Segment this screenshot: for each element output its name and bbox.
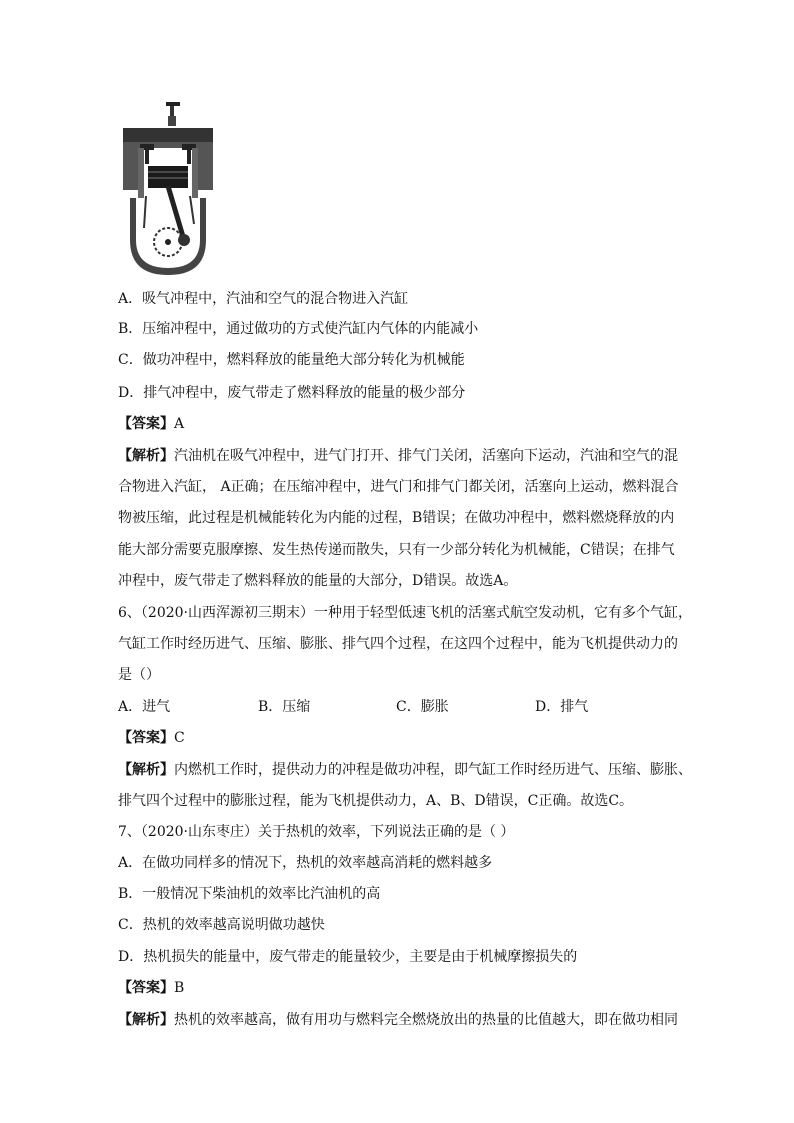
q6-option-d: D．排气 bbox=[535, 699, 589, 715]
q5-analysis-line-2: 合物进入汽缸， A正确；在压缩冲程中，进气门和排气门都关闭，活塞向上运动，燃料混合 bbox=[118, 479, 679, 495]
q5-option-b: B．压缩冲程中，通过做功的方式使汽缸内气体的内能减小 bbox=[118, 321, 479, 337]
analysis-text: 内燃机工作时，提供动力的冲程是做功冲程，即气缸工作时经历进气、压缩、膨胀、 bbox=[174, 762, 692, 778]
analysis-tag: 【解析】 bbox=[118, 762, 174, 778]
q6-stem-line-3: 是（） bbox=[118, 667, 160, 683]
q5-analysis-line-3: 物被压缩，此过程是机械能转化为内能的过程，B错误；在做功冲程中，燃料燃烧释放的内 bbox=[118, 510, 675, 526]
q5-analysis-line-4: 能大部分需要克服摩擦、发生热传递而散失，只有一少部分转化为机械能，C错误；在排气 bbox=[118, 542, 675, 558]
q6-analysis-line-1 bbox=[118, 760, 692, 780]
answer-value: B bbox=[174, 980, 185, 996]
analysis-tag: 【解析】 bbox=[118, 1012, 174, 1028]
q5-analysis-line-5: 冲程中，废气带走了燃料释放的能量的大部分，D错误。故选A。 bbox=[118, 573, 518, 589]
answer-tag: 【答案】 bbox=[118, 980, 174, 996]
q6-stem-line-2: 气缸工作时经历进气、压缩、膨胀、排气四个过程，在这四个过程中，能为飞机提供动力的 bbox=[118, 636, 678, 652]
q6-option-a: A．进气 bbox=[118, 699, 171, 715]
q7-option-b: B．一般情况下柴油机的效率比汽油机的高 bbox=[118, 886, 381, 902]
q7-option-a: A．在做功同样多的情况下，热机的效率越高消耗的燃料越多 bbox=[118, 855, 493, 871]
q6-answer bbox=[118, 728, 185, 748]
analysis-tag: 【解析】 bbox=[118, 448, 174, 464]
answer-value: A bbox=[174, 416, 185, 432]
answer-tag: 【答案】 bbox=[118, 416, 174, 432]
q7-stem: 7、（2020·山东枣庄）关于热机的效率，下列说法正确的是（ ） bbox=[118, 824, 515, 840]
analysis-text: 汽油机在吸气冲程中，进气门打开、排气门关闭，活塞向下运动，汽油和空气的混 bbox=[174, 448, 678, 464]
q5-option-d: D．排气冲程中，废气带走了燃料释放的能量的极少部分 bbox=[118, 385, 466, 401]
q5-answer bbox=[118, 414, 184, 434]
answer-tag: 【答案】 bbox=[118, 730, 174, 746]
q5-analysis-line-1 bbox=[118, 446, 678, 466]
q6-analysis-line-2: 排气四个过程中的膨胀过程，能为飞机提供动力，A、B、D错误，C正确。故选C。 bbox=[118, 793, 634, 809]
engine-cylinder-diagram bbox=[118, 100, 218, 280]
q5-option-a: A．吸气冲程中，汽油和空气的混合物进入汽缸 bbox=[118, 291, 409, 307]
q6-option-b: B．压缩 bbox=[258, 699, 311, 715]
q7-option-d: D．热机损失的能量中，废气带走的能量较少，主要是由于机械摩擦损失的 bbox=[118, 949, 578, 965]
answer-value: C bbox=[174, 730, 185, 746]
q7-option-c: C．热机的效率越高说明做功越快 bbox=[118, 917, 325, 933]
q7-answer bbox=[118, 978, 184, 998]
q7-analysis-line-1 bbox=[118, 1010, 678, 1030]
q6-stem-line-1: 6、（2020·山西浑源初三期末）一种用于轻型低速飞机的活塞式航空发动机，它有多个气缸， bbox=[118, 605, 692, 621]
q6-option-c: C．膨胀 bbox=[396, 699, 449, 715]
q5-option-c: C．做功冲程中，燃料释放的能量绝大部分转化为机械能 bbox=[118, 352, 465, 368]
analysis-text: 热机的效率越高，做有用功与燃料完全燃烧放出的热量的比值越大，即在做功相同 bbox=[174, 1012, 678, 1028]
